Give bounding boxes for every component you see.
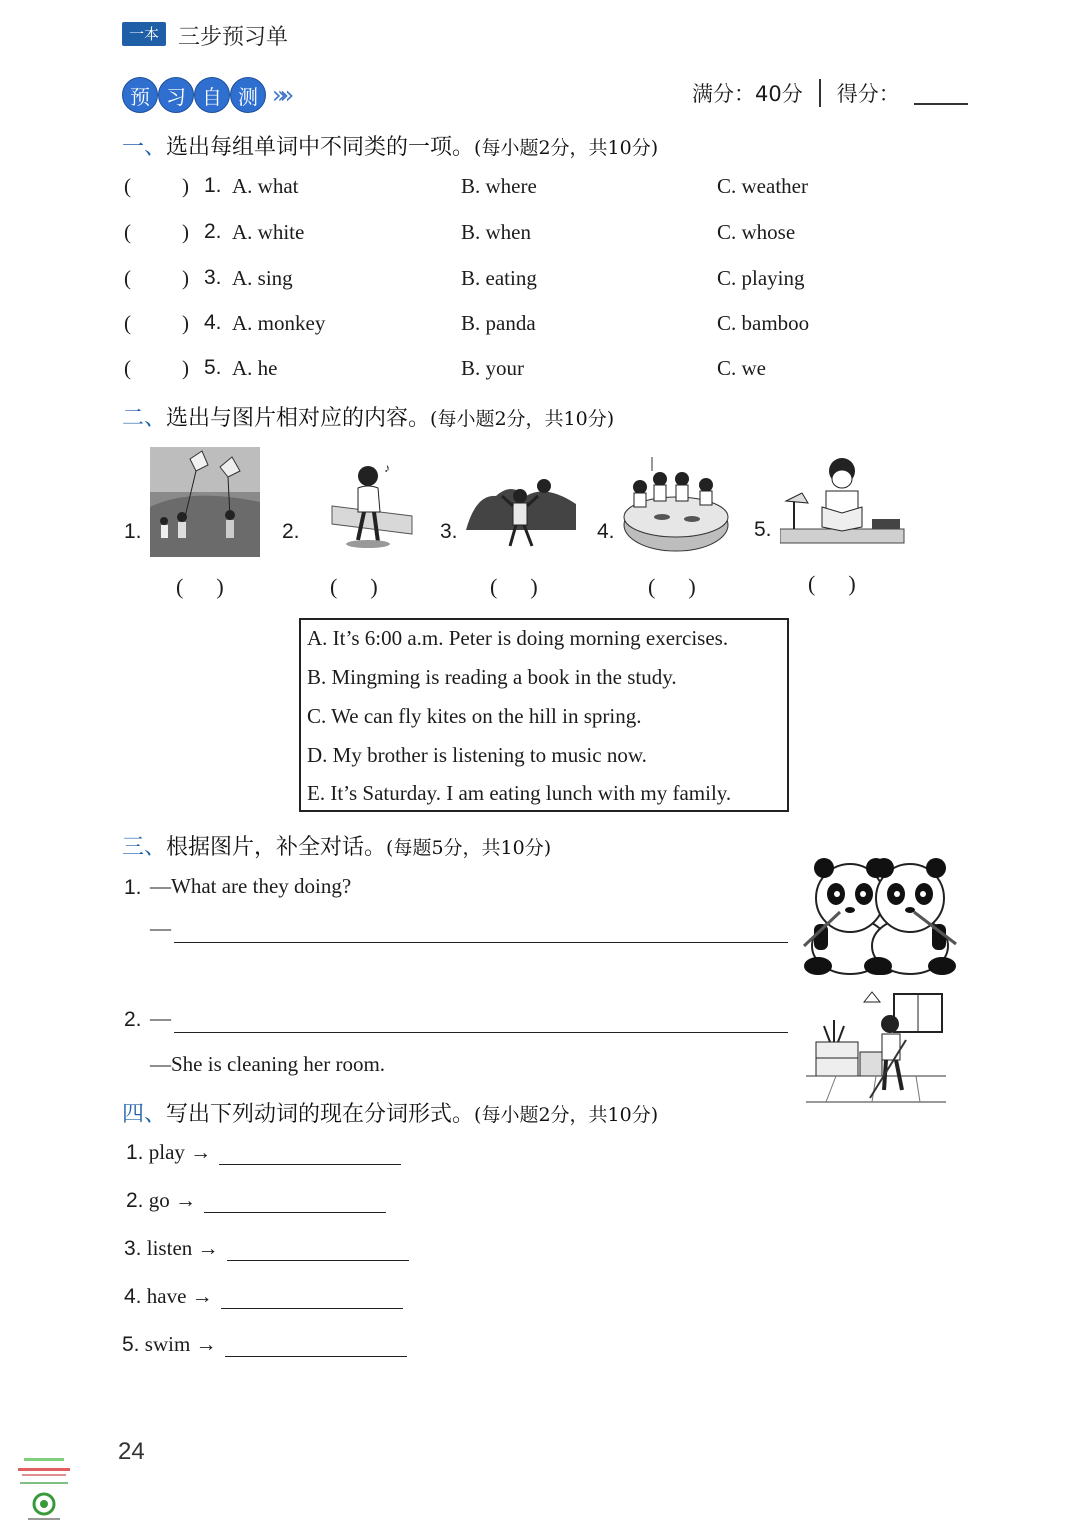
option-c: C. playing — [717, 266, 805, 290]
section-note: (每小题2分，共10分) — [474, 137, 659, 159]
paren-close: ) — [182, 266, 189, 290]
list-item — [0, 311, 1080, 341]
question-number: 1. — [124, 876, 142, 899]
list-item — [0, 220, 1080, 250]
answer-line[interactable] — [174, 942, 788, 943]
morning-exercise-illustration — [466, 474, 576, 550]
section-index: 四、 — [122, 1102, 167, 1127]
dialog-answer: —She is cleaning her room. — [150, 1052, 386, 1076]
item-number: 2. — [204, 220, 222, 243]
badge-char: 自 — [194, 77, 230, 113]
dialog-dash: — — [150, 1006, 171, 1030]
verb-word: go — [148, 1188, 170, 1212]
answer-line[interactable] — [204, 1190, 386, 1213]
badge-char: 习 — [158, 77, 194, 113]
score-label: 得分： — [836, 82, 900, 106]
page-number: 24 — [118, 1438, 145, 1465]
answer-line[interactable] — [221, 1286, 403, 1309]
section2-heading — [122, 401, 614, 432]
option-c: C. bamboo — [717, 311, 810, 335]
item-number: 4. — [124, 1285, 142, 1308]
verb-item — [126, 1140, 401, 1165]
section-note: (每小题2分，共10分) — [430, 408, 615, 430]
section-title: 选出每组单词中不同类的一项。 — [166, 135, 475, 160]
verb-word: swim — [144, 1332, 191, 1356]
answer-blank[interactable]: ( — [124, 311, 131, 335]
option-a: A. he — [232, 356, 278, 380]
option-b: B. eating — [461, 266, 537, 290]
reading-study-illustration — [780, 455, 906, 549]
verb-word: listen — [146, 1236, 193, 1260]
section-index: 三、 — [122, 835, 167, 860]
option-b: B. when — [461, 220, 531, 244]
paren-close: ) — [182, 220, 189, 244]
verb-item — [124, 1236, 409, 1261]
item-number: 5. — [122, 1333, 140, 1356]
answer-blank[interactable]: ( ) — [490, 574, 538, 599]
paren-close: ) — [182, 311, 189, 335]
answer-blank[interactable]: ( — [124, 220, 131, 244]
option-c: C. we — [717, 356, 766, 380]
options-box — [299, 618, 789, 812]
item-number: 3. — [124, 1237, 142, 1260]
picture-label: 4. — [597, 520, 615, 543]
section1-heading — [122, 130, 658, 161]
answer-blank[interactable]: ( — [124, 356, 131, 380]
list-item — [0, 266, 1080, 296]
cleaning-room-illustration — [806, 990, 946, 1106]
chevron-right-icon: »» — [272, 81, 288, 109]
item-number: 1. — [204, 174, 222, 197]
option-line: B. Mingming is reading a book in the study. — [307, 665, 677, 689]
dialog-question: —What are they doing? — [150, 874, 352, 898]
brand-logo: 一本 — [122, 22, 166, 46]
listening-music-illustration — [328, 458, 414, 552]
verb-item — [126, 1188, 386, 1213]
verb-item — [124, 1284, 403, 1309]
item-number: 5. — [204, 356, 222, 379]
kite-flying-illustration — [150, 447, 260, 557]
item-number: 3. — [204, 266, 222, 289]
option-b: B. where — [461, 174, 537, 198]
paren-close: ) — [182, 174, 189, 198]
picture-label: 2. — [282, 520, 300, 543]
section3-heading — [122, 830, 551, 861]
question-number: 2. — [124, 1008, 142, 1031]
option-b: B. your — [461, 356, 524, 380]
arrow-icon: → — [175, 1188, 197, 1212]
badge-char: 测 — [230, 77, 266, 113]
divider — [819, 79, 821, 107]
section-title: 写出下列动词的现在分词形式。 — [166, 1102, 475, 1127]
option-line: D. My brother is listening to music now. — [307, 743, 647, 767]
family-lunch-illustration — [622, 453, 730, 553]
full-score: 满分：40分 — [692, 82, 803, 106]
arrow-icon: → — [195, 1332, 217, 1356]
answer-blank[interactable]: ( ) — [808, 571, 856, 596]
answer-line[interactable] — [219, 1142, 401, 1165]
arrow-icon: → — [197, 1236, 219, 1260]
paren-close: ) — [182, 356, 189, 380]
item-number: 2. — [126, 1189, 144, 1212]
answer-blank[interactable]: ( ) — [648, 574, 696, 599]
section-index: 二、 — [122, 406, 167, 431]
item-number: 4. — [204, 311, 222, 334]
dialog-dash: — — [150, 916, 171, 940]
score-blank[interactable] — [914, 81, 968, 105]
option-c: C. whose — [717, 220, 796, 244]
option-line: A. It’s 6:00 a.m. Peter is doing morning exercises. — [307, 626, 729, 650]
score-box — [692, 78, 968, 108]
answer-blank[interactable]: ( ) — [176, 574, 224, 599]
section-title: 选出与图片相对应的内容。 — [166, 406, 431, 431]
verb-word: have — [146, 1284, 187, 1308]
watermark-stamp — [14, 1456, 74, 1522]
verb-word: play — [148, 1140, 185, 1164]
option-b: B. panda — [461, 311, 536, 335]
arrow-icon: → — [190, 1140, 212, 1164]
section4-heading — [122, 1097, 658, 1128]
answer-line[interactable] — [227, 1238, 409, 1261]
option-line: C. We can fly kites on the hill in spring. — [307, 704, 642, 728]
option-a: A. monkey — [232, 311, 326, 335]
answer-blank[interactable]: ( ) — [330, 574, 378, 599]
item-number: 1. — [126, 1141, 144, 1164]
section-index: 一、 — [122, 135, 167, 160]
answer-blank[interactable]: ( — [124, 266, 131, 290]
header-title: 三步预习单 — [178, 25, 289, 50]
option-line: E. It’s Saturday. I am eating lunch with my family. — [307, 781, 732, 805]
arrow-icon: → — [191, 1284, 213, 1308]
picture-label: 3. — [440, 520, 458, 543]
section-note: (每小题2分，共10分) — [474, 1104, 659, 1126]
preview-test-badge — [122, 76, 287, 114]
verb-item — [122, 1332, 407, 1357]
list-item — [0, 356, 1080, 386]
picture-label: 1. — [124, 520, 142, 543]
option-a: A. what — [232, 174, 299, 198]
option-a: A. sing — [232, 266, 293, 290]
option-a: A. white — [232, 220, 305, 244]
list-item — [0, 174, 1080, 204]
answer-line[interactable] — [225, 1334, 407, 1357]
svg-text:♪: ♪ — [384, 461, 390, 475]
badge-char: 预 — [122, 77, 158, 113]
section-note: (每题5分，共10分) — [386, 837, 552, 859]
pandas-illustration — [800, 854, 960, 978]
answer-blank[interactable]: ( — [124, 174, 131, 198]
section-title: 根据图片，补全对话。 — [166, 835, 387, 860]
option-c: C. weather — [717, 174, 808, 198]
answer-line[interactable] — [174, 1032, 788, 1033]
picture-label: 5. — [754, 518, 772, 541]
